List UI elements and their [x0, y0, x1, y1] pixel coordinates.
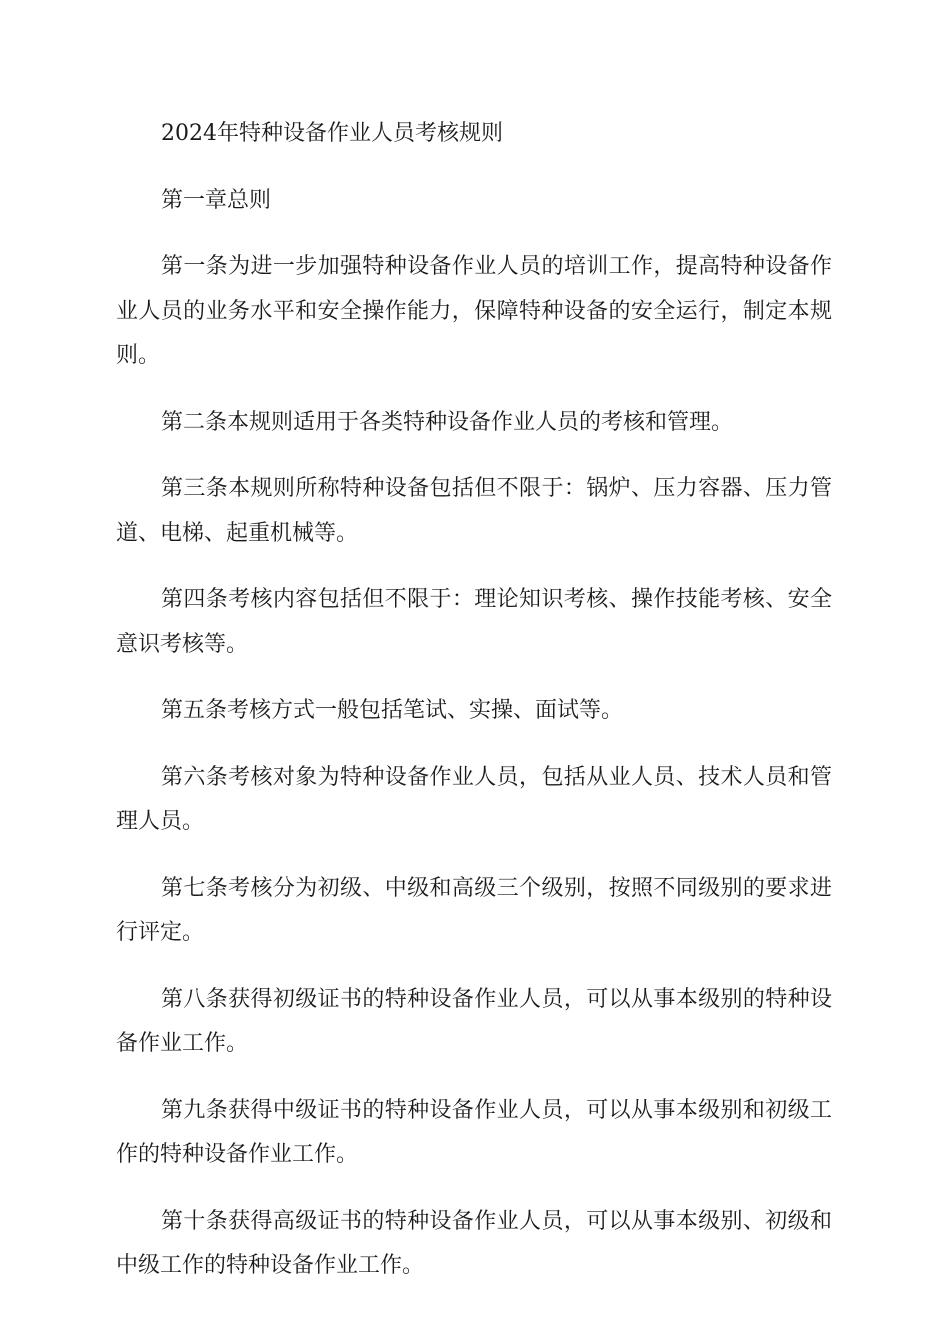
chapter-heading: 第一章总则 — [161, 187, 272, 213]
article-3: 第三条本规则所称特种设备包括但不限于：锅炉、压力容器、压力管道、电梯、起重机械等。 — [116, 476, 832, 546]
article-4: 第四条考核内容包括但不限于：理论知识考核、操作技能考核、安全意识考核等。 — [116, 587, 832, 657]
document-title: 2024年特种设备作业人员考核规则 — [161, 121, 503, 146]
article-2: 第二条本规则适用于各类特种设备作业人员的考核和管理。 — [161, 409, 734, 435]
article-10: 第十条获得高级证书的特种设备作业人员，可以从事本级别、初级和中级工作的特种设备作业工作。 — [116, 1208, 832, 1278]
article-9: 第九条获得中级证书的特种设备作业人员，可以从事本级别和初级工作的特种设备作业工作。 — [116, 1097, 832, 1167]
document-body — [116, 112, 832, 1311]
article-6: 第六条考核对象为特种设备作业人员，包括从业人员、技术人员和管理人员。 — [116, 764, 832, 834]
article-7: 第七条考核分为初级、中级和高级三个级别，按照不同级别的要求进行评定。 — [116, 875, 832, 945]
article-8: 第八条获得初级证书的特种设备作业人员，可以从事本级别的特种设备作业工作。 — [116, 986, 832, 1056]
article-5: 第五条考核方式一般包括笔试、实操、面试等。 — [161, 698, 624, 723]
article-1: 第一条为进一步加强特种设备作业人员的培训工作，提高特种设备作业人员的业务水平和安全操作能力，保障特种设备的安全运行，制定本规则。 — [116, 254, 832, 368]
